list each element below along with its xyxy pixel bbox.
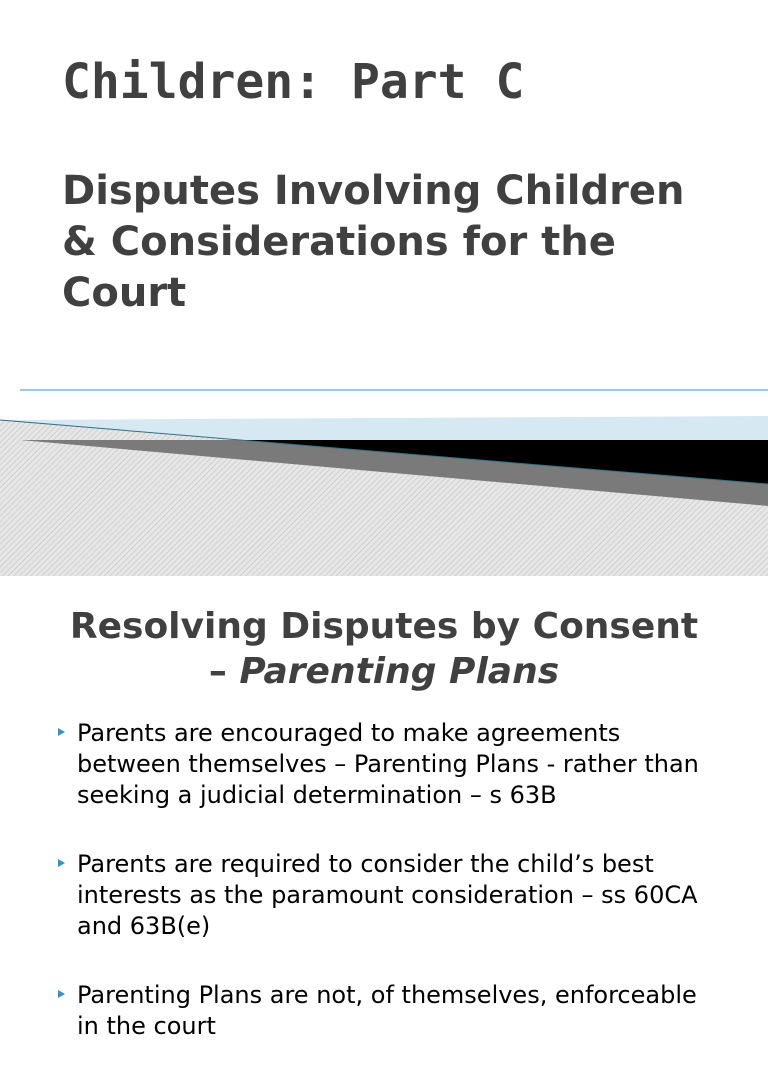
triangle-bullet-icon — [58, 990, 65, 998]
slide-heading — [30, 604, 738, 694]
heading-main: Resolving Disputes by Consent — [69, 606, 699, 647]
heading-italic: Parenting Plans — [239, 651, 560, 692]
bullet-list — [56, 718, 716, 1080]
bullet-text: Parenting Plans are not, of themselves, enforceable in the court — [77, 981, 697, 1040]
triangle-bullet-icon — [58, 859, 65, 867]
bullet-item — [56, 849, 716, 942]
heading-dash: – — [208, 651, 240, 692]
slide-subtitle: Disputes Involving Children & Considerations for the Court — [62, 168, 685, 316]
triangle-bullet-icon — [58, 728, 65, 736]
bullet-item — [56, 980, 716, 1042]
slide-title: Children: Part C — [62, 54, 525, 110]
bullet-text: Parents are encouraged to make agreements between themselves – Parenting Plans - rather than seeking a judicial determination – s 63B — [77, 719, 699, 809]
decorative-bands — [0, 380, 768, 576]
bullet-item — [56, 718, 716, 811]
bullet-text: Parents are required to consider the child’s best interests as the paramount consideration – ss 60CA and 63B(e) — [77, 850, 698, 940]
content-slide — [0, 578, 768, 1040]
